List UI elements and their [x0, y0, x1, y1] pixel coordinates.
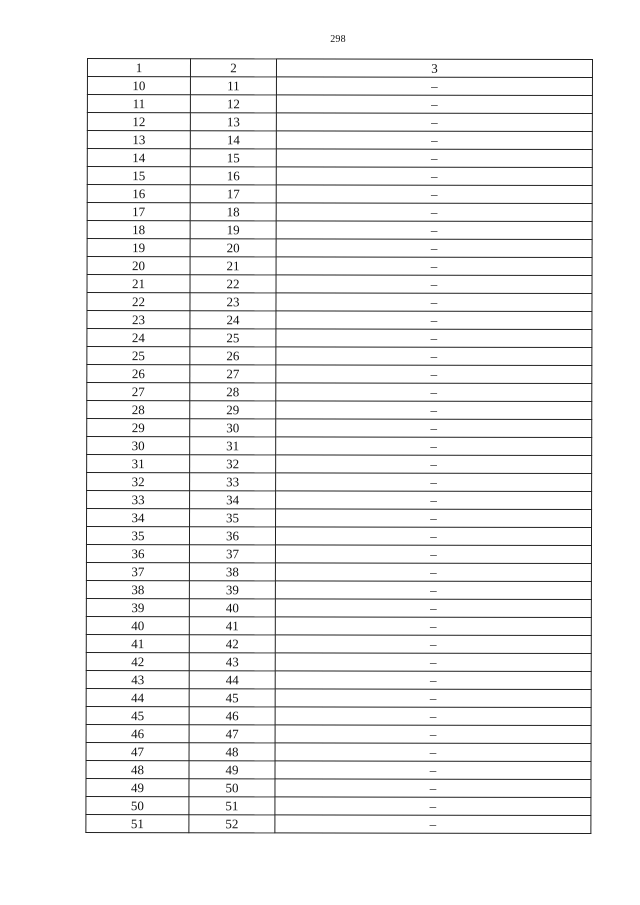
table-row: [86, 652, 591, 671]
table-cell-col-1: 21: [87, 275, 190, 293]
table-cell-col-3: –: [276, 167, 592, 186]
table-row: [86, 616, 591, 635]
table-row: [87, 113, 592, 132]
table-cell-col-1: 19: [87, 239, 190, 257]
table-cell-col-2: 33: [190, 473, 276, 491]
table-cell-col-3: –: [276, 239, 592, 258]
table-cell-col-3: –: [275, 545, 591, 564]
table-cell-col-3: –: [276, 221, 592, 240]
table-cell-col-2: 28: [190, 383, 276, 401]
data-table: [85, 58, 593, 834]
table-cell-col-2: 52: [189, 815, 275, 833]
table-cell-col-2: 14: [190, 131, 276, 149]
table-row: [86, 598, 591, 617]
table-cell-col-3: –: [276, 275, 592, 294]
table-cell-col-2: 45: [189, 689, 275, 707]
column-header-3: 3: [276, 59, 592, 78]
table-cell-col-2: 42: [189, 635, 275, 653]
table-cell-col-1: 25: [87, 347, 190, 365]
table-cell-col-3: –: [276, 347, 592, 366]
table-cell-col-3: –: [276, 203, 592, 222]
table-row: [86, 634, 591, 653]
table-cell-col-1: 36: [86, 545, 189, 563]
table-cell-col-1: 44: [86, 688, 189, 706]
table-cell-col-2: 51: [189, 797, 275, 815]
table-cell-col-3: –: [275, 815, 591, 834]
table-row: [86, 688, 591, 707]
table-row: [87, 419, 592, 438]
table-row: [87, 455, 592, 474]
table-cell-col-1: 40: [86, 616, 189, 634]
table-cell-col-2: 29: [190, 401, 276, 419]
column-header-2: 2: [190, 59, 276, 77]
table-cell-col-2: 43: [189, 653, 275, 671]
table-body: [86, 77, 593, 834]
table-cell-col-3: –: [275, 797, 591, 816]
table-row: [87, 383, 592, 402]
table-row: [86, 706, 591, 725]
table-row: [87, 257, 592, 276]
table-cell-col-2: 47: [189, 725, 275, 743]
table-cell-col-1: 37: [86, 562, 189, 580]
table-row: [87, 149, 592, 168]
table-cell-col-1: 35: [86, 527, 189, 545]
table-row: [87, 275, 592, 294]
table-row: [86, 670, 591, 689]
table-cell-col-1: 26: [87, 365, 190, 383]
table-cell-col-3: –: [275, 653, 591, 672]
table-cell-col-3: –: [276, 77, 592, 96]
table-cell-col-3: –: [276, 95, 592, 114]
table-cell-col-2: 11: [190, 77, 276, 95]
table-cell-col-3: –: [276, 311, 592, 330]
table-cell-col-3: –: [275, 725, 591, 744]
table-cell-col-1: 27: [87, 383, 190, 401]
table-cell-col-1: 23: [87, 311, 190, 329]
table-cell-col-3: –: [276, 149, 592, 168]
table-cell-col-3: –: [276, 329, 592, 348]
table-cell-col-3: –: [276, 419, 592, 438]
table-cell-col-3: –: [275, 743, 591, 762]
table-cell-col-3: –: [275, 563, 591, 582]
table-row: [86, 545, 591, 564]
table-cell-col-2: 13: [190, 113, 276, 131]
column-header-1: 1: [87, 59, 190, 77]
table-cell-col-1: 32: [87, 473, 190, 491]
table-cell-col-3: –: [276, 185, 592, 204]
table-cell-col-3: –: [275, 671, 591, 690]
table-row: [87, 221, 592, 240]
table-cell-col-1: 34: [87, 509, 190, 527]
table-cell-col-2: 16: [190, 167, 276, 185]
table-cell-col-2: 26: [190, 347, 276, 365]
table-cell-col-1: 10: [87, 77, 190, 95]
table-row: [87, 437, 592, 456]
table-cell-col-1: 16: [87, 185, 190, 203]
table-cell-col-1: 13: [87, 131, 190, 149]
table-row: [87, 95, 592, 114]
table-cell-col-2: 17: [190, 185, 276, 203]
table-cell-col-2: 19: [190, 221, 276, 239]
table-cell-col-2: 12: [190, 95, 276, 113]
table-cell-col-3: –: [276, 455, 592, 474]
table-cell-col-2: 46: [189, 707, 275, 725]
table-cell-col-3: –: [275, 617, 591, 636]
table-cell-col-3: –: [275, 689, 591, 708]
table-row: [86, 527, 591, 546]
table-cell-col-2: 24: [190, 311, 276, 329]
page-number: 298: [330, 34, 346, 45]
header-row: [87, 59, 592, 78]
table-cell-col-1: 41: [86, 634, 189, 652]
table-cell-col-1: 28: [87, 401, 190, 419]
table-cell-col-3: –: [275, 635, 591, 654]
table-cell-col-3: –: [275, 527, 591, 546]
table-cell-col-1: 30: [87, 437, 190, 455]
table-cell-col-2: 23: [190, 293, 276, 311]
table-cell-col-1: 45: [86, 706, 189, 724]
table-cell-col-2: 50: [189, 779, 275, 797]
table-cell-col-3: –: [275, 779, 591, 798]
table-cell-col-3: –: [276, 437, 592, 456]
table-cell-col-2: 40: [189, 599, 275, 617]
table-cell-col-1: 38: [86, 580, 189, 598]
table-cell-col-1: 47: [86, 742, 189, 760]
table-cell-col-1: 24: [87, 329, 190, 347]
table-cell-col-1: 20: [87, 257, 190, 275]
table-cell-col-3: –: [276, 365, 592, 384]
table-cell-col-2: 41: [189, 617, 275, 635]
table-row: [87, 131, 592, 150]
table-cell-col-2: 37: [189, 545, 275, 563]
table-row: [87, 509, 592, 528]
table-cell-col-1: 39: [86, 598, 189, 616]
table-cell-col-1: 48: [86, 760, 189, 778]
table-row: [86, 580, 591, 599]
table-cell-col-2: 49: [189, 761, 275, 779]
table-cell-col-2: 15: [190, 149, 276, 167]
table-cell-col-1: 22: [87, 293, 190, 311]
table-row: [87, 293, 592, 312]
table-cell-col-1: 49: [86, 778, 189, 796]
table-cell-col-1: 17: [87, 203, 190, 221]
table-row: [86, 814, 591, 833]
table-cell-col-3: –: [276, 491, 592, 510]
table-row: [86, 742, 591, 761]
table-cell-col-3: –: [276, 131, 592, 150]
table-row: [87, 311, 592, 330]
table-cell-col-2: 44: [189, 671, 275, 689]
table-row: [86, 724, 591, 743]
table-cell-col-3: –: [275, 581, 591, 600]
table-cell-col-3: –: [276, 383, 592, 402]
table-cell-col-2: 48: [189, 743, 275, 761]
table-cell-col-2: 39: [189, 581, 275, 599]
table-cell-col-3: –: [275, 761, 591, 780]
table-cell-col-2: 34: [190, 491, 276, 509]
table-cell-col-1: 31: [87, 455, 190, 473]
table-cell-col-1: 15: [87, 167, 190, 185]
table-row: [87, 491, 592, 510]
table-cell-col-2: 27: [190, 365, 276, 383]
table-cell-col-2: 25: [190, 329, 276, 347]
table-cell-col-2: 35: [190, 509, 276, 527]
table-row: [86, 760, 591, 779]
table-cell-col-3: –: [276, 257, 592, 276]
table-row: [86, 562, 591, 581]
table-cell-col-2: 30: [190, 419, 276, 437]
table-cell-col-2: 31: [190, 437, 276, 455]
table-row: [87, 167, 592, 186]
table-cell-col-3: –: [276, 113, 592, 132]
table-row: [87, 347, 592, 366]
table-row: [87, 185, 592, 204]
table-header: [87, 59, 592, 78]
table-cell-col-1: 33: [87, 491, 190, 509]
table-row: [87, 203, 592, 222]
table-cell-col-2: 21: [190, 257, 276, 275]
table-row: [86, 778, 591, 797]
table-cell-col-2: 22: [190, 275, 276, 293]
table-row: [87, 365, 592, 384]
table-row: [87, 473, 592, 492]
table-row: [87, 239, 592, 258]
table-cell-col-1: 11: [87, 95, 190, 113]
table-cell-col-2: 38: [189, 563, 275, 581]
table-cell-col-1: 18: [87, 221, 190, 239]
table-cell-col-3: –: [276, 473, 592, 492]
table-cell-col-1: 29: [87, 419, 190, 437]
table-cell-col-1: 50: [86, 796, 189, 814]
table-cell-col-1: 42: [86, 652, 189, 670]
table-cell-col-1: 51: [86, 814, 189, 832]
table-cell-col-1: 46: [86, 724, 189, 742]
table-row: [87, 329, 592, 348]
table-cell-col-3: –: [275, 707, 591, 726]
table-row: [87, 77, 592, 96]
table-cell-col-3: –: [276, 509, 592, 528]
table-row: [86, 796, 591, 815]
table-cell-col-2: 18: [190, 203, 276, 221]
table-cell-col-1: 43: [86, 670, 189, 688]
table-cell-col-1: 12: [87, 113, 190, 131]
table-row: [87, 401, 592, 420]
table-cell-col-3: –: [275, 599, 591, 618]
table-cell-col-2: 32: [190, 455, 276, 473]
table-cell-col-1: 14: [87, 149, 190, 167]
table-cell-col-2: 36: [189, 527, 275, 545]
table-cell-col-2: 20: [190, 239, 276, 257]
table-cell-col-3: –: [276, 401, 592, 420]
table-cell-col-3: –: [276, 293, 592, 312]
